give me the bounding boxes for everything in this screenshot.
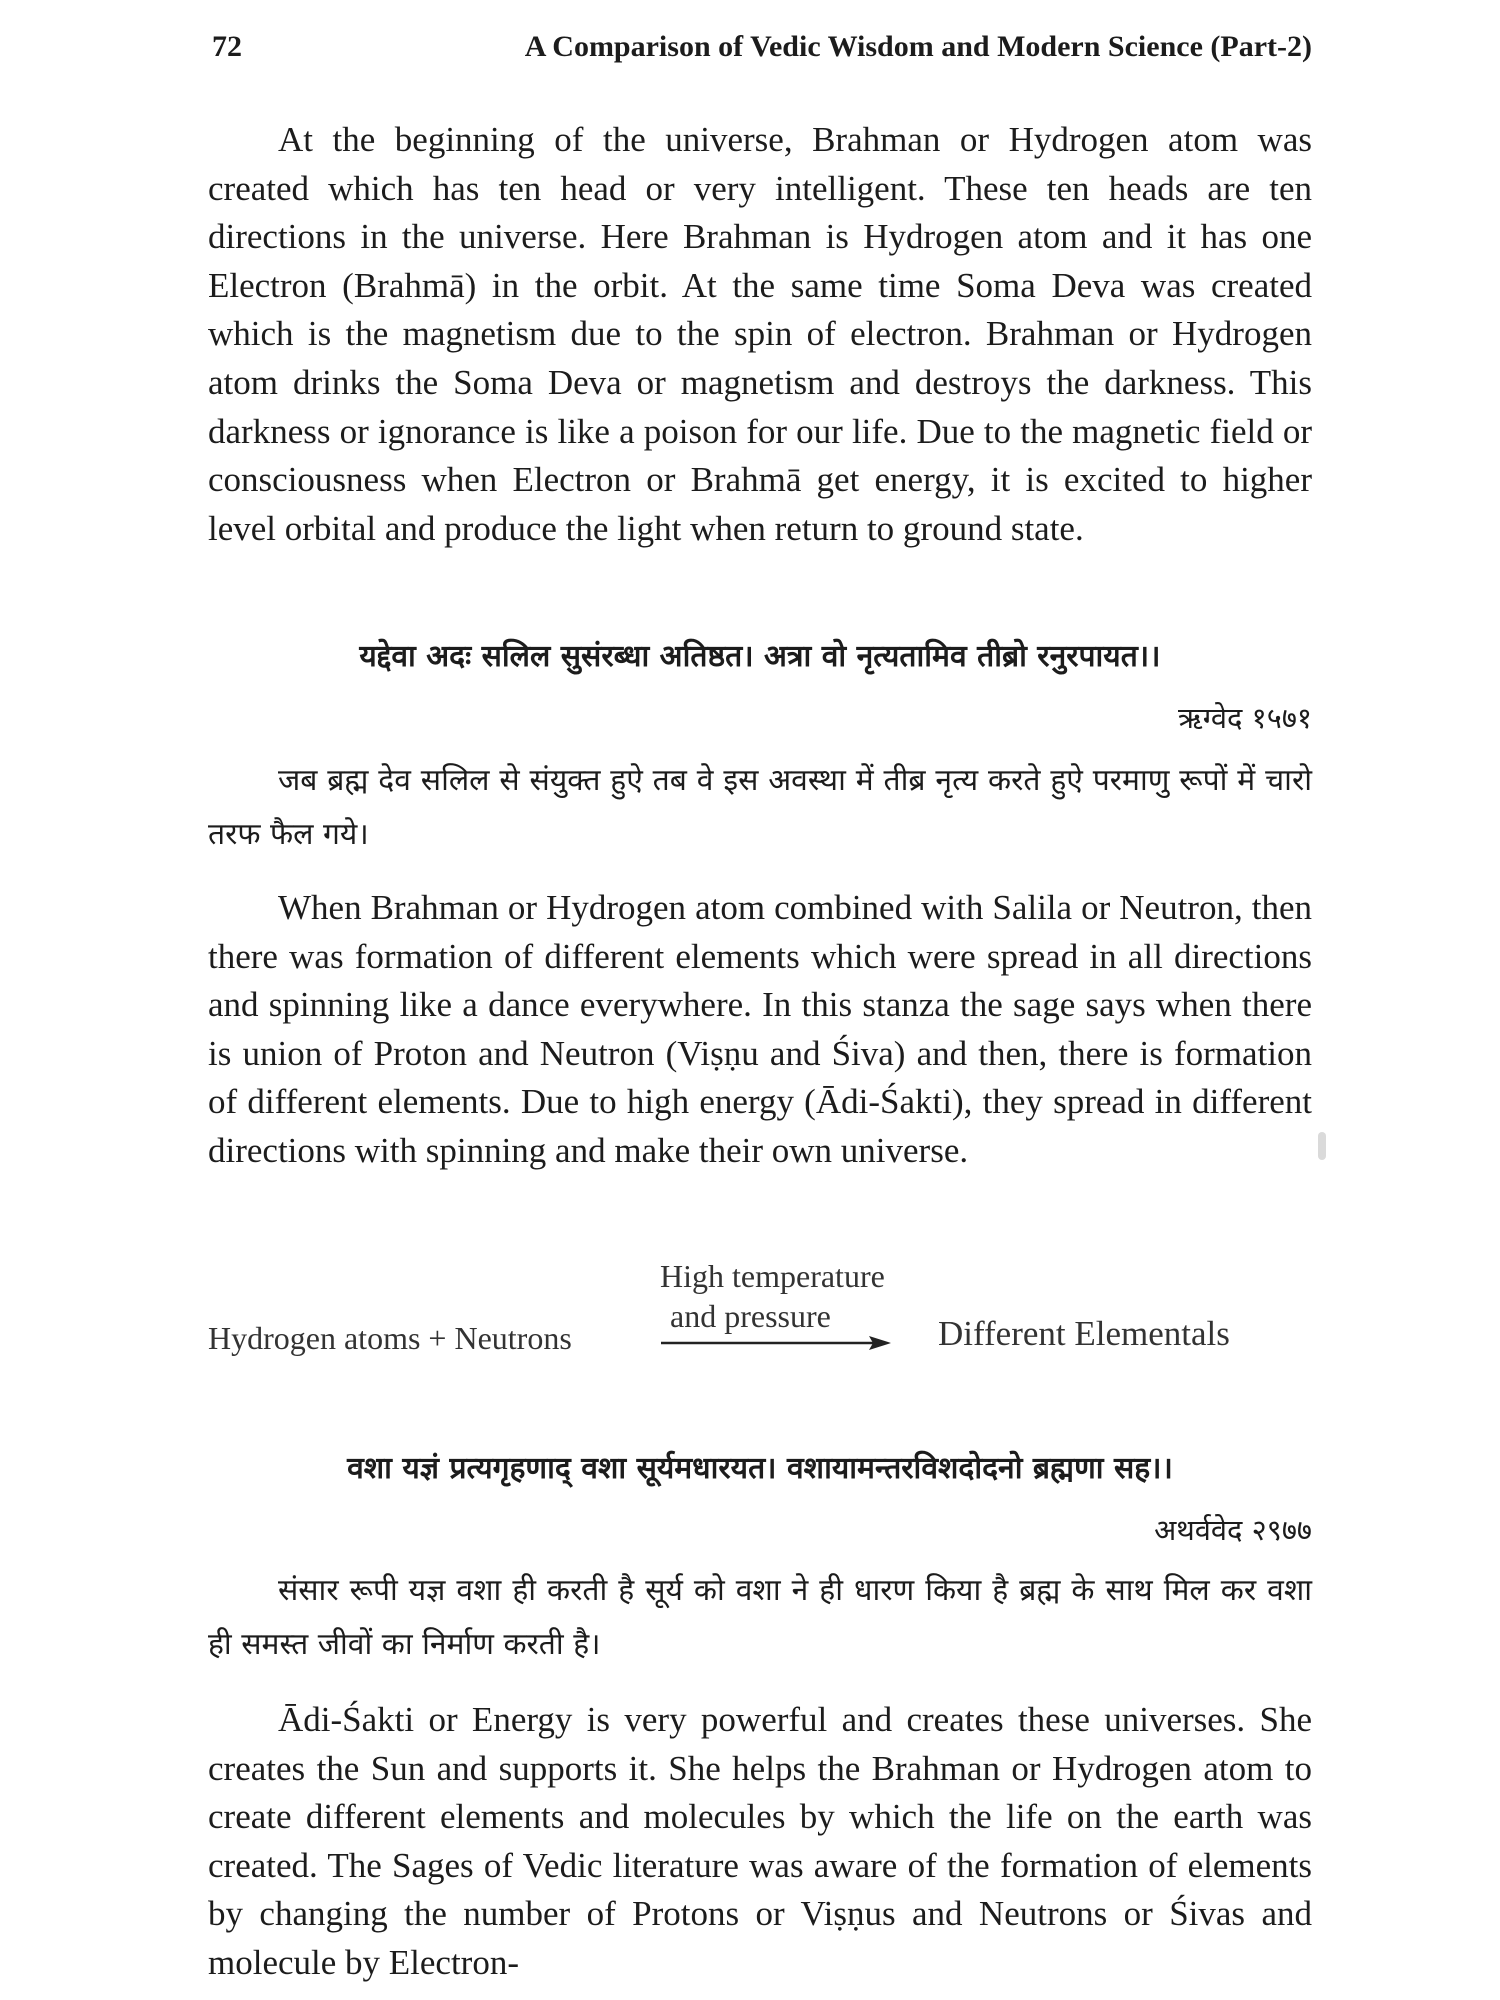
hindi-translation-1: जब ब्रह्म देव सलिल से संयुक्त हुऐ तब वे इस अवस्था में तीब्र नृत्य करते हुऐ परमाणु रूपों में चारो तरफ फैल गये। [208, 763, 1312, 852]
equation-products: Different Elementals [938, 1314, 1230, 1353]
reaction-arrow-icon [661, 1336, 891, 1350]
page-header [212, 30, 1312, 74]
sanskrit-verse-atharvaveda: वशा यज्ञं प्रत्यगृहणाद् वशा सूर्यमधारयत। वशायामन्तरविशदोदनो ब्रह्मणा सह।। [347, 1451, 1173, 1486]
margin-smudge [1318, 1132, 1326, 1160]
page-number: 72 [212, 30, 242, 63]
paragraph-brahman-hydrogen: At the beginning of the universe, Brahman or Hydrogen atom was created which has ten head or very intelligent. These ten heads are ten directions in the universe. Here Brahman is Hydrogen atom and it has one Electron (Brahmā) in the orbit. At the same time Soma Deva was created which is the magnetism due to the spin of electron. Brahman or Hydrogen atom drinks the Soma Deva or magnetism and destroys the darkness. This darkness or ignorance is like a poison for our life. Due to the magnetic field or consciousness when Electron or Brahmā get energy, it is excited to higher level orbital and produce the light when return to ground state. [208, 120, 1312, 548]
equation-condition-pressure: and pressure [670, 1298, 831, 1334]
equation-reactants: Hydrogen atoms + Neutrons [208, 1320, 572, 1356]
citation-atharvaveda: अथर्ववेद २९७७ [1154, 1513, 1312, 1547]
hindi-translation-2: संसार रूपी यज्ञ वशा ही करती है सूर्य को वशा ने ही धारण किया है ब्रह्म के साथ मिल कर वशा ही समस्त जीवों का निर्माण करती है। [208, 1573, 1312, 1662]
sanskrit-verse-rigveda: यद्देवा अदः सलिल सुसंरब्धा अतिष्ठत। अत्रा वो नृत्यतामिव तीब्रो रनुरपायत।। [359, 639, 1161, 674]
reaction-equation [208, 1258, 1312, 1368]
equation-condition-temperature: High temperature [660, 1258, 885, 1294]
running-title: A Comparison of Vedic Wisdom and Modern Science (Part-2) [524, 30, 1312, 63]
paragraph-adi-sakti: Ādi-Śakti or Energy is very powerful and creates these universes. She creates the Sun and supports it. She helps the Brahman or Hydrogen atom to create different elements and molecules by which the life on the earth was created. The Sages of Vedic literature was aware of the formation of elements by changing the number of Protons or Viṣṇus and Neutrons or Śivas and molecule by Electron- [208, 1700, 1312, 1982]
paragraph-salila-neutron: When Brahman or Hydrogen atom combined with Salila or Neutron, then there was formation of different elements which were spread in all directions and spinning like a dance everywhere. In this stanza the sage says when there is union of Proton and Neutron (Viṣṇu and Śiva) and then, there is formation of different elements. Due to high energy (Ādi-Śakti), they spread in different directions with spinning and make their own universe. [208, 888, 1312, 1170]
citation-rigveda: ऋग्वेद १५७१ [1178, 701, 1312, 735]
